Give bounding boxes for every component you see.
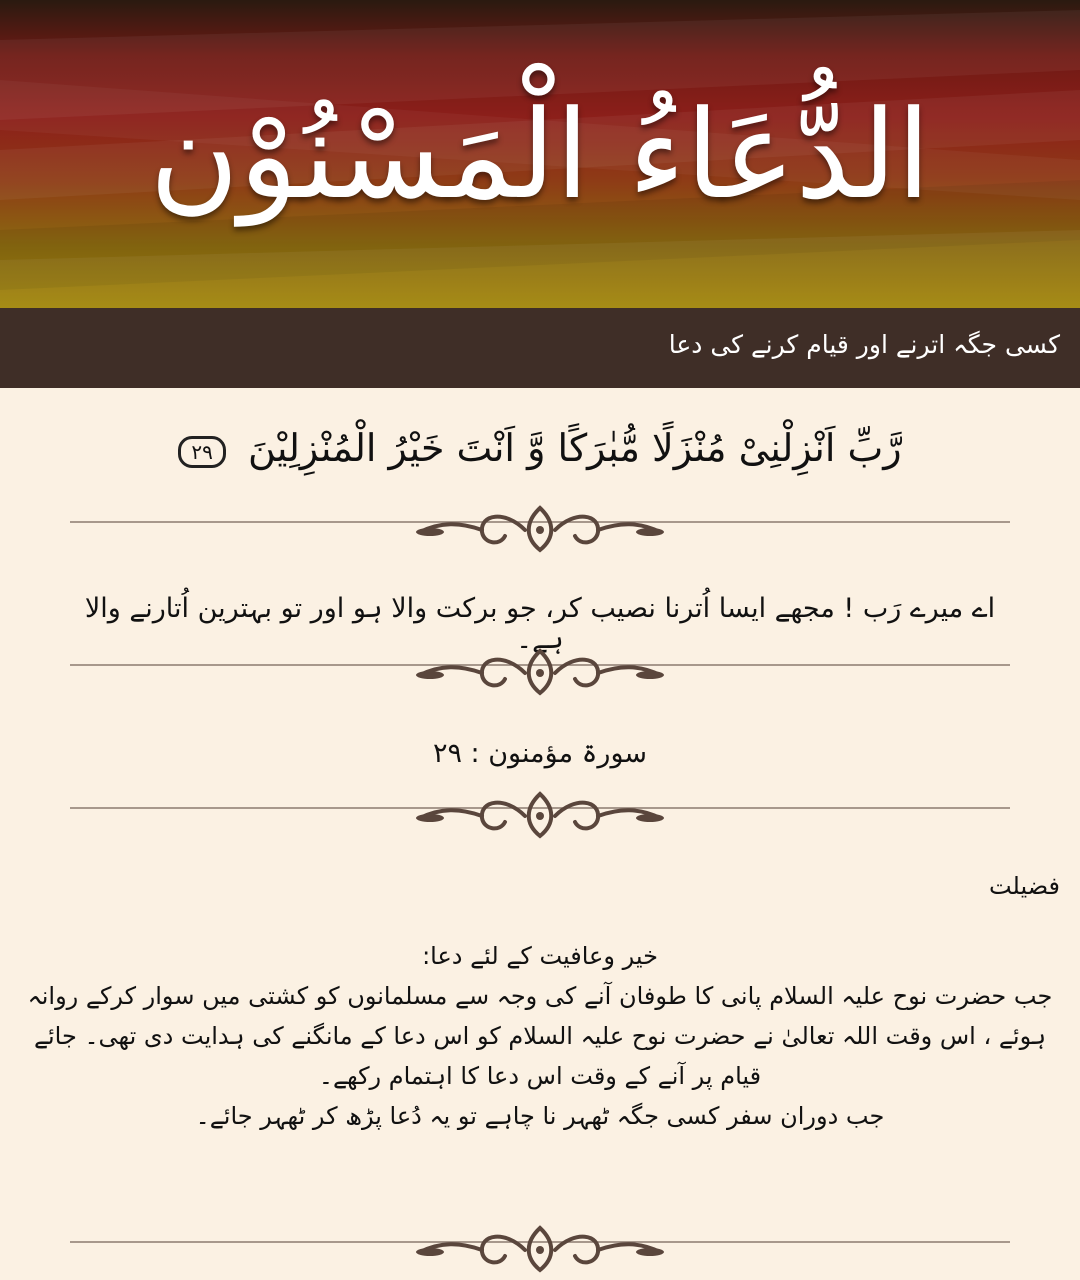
fazilat-paragraph-2: جب دوران سفر کسی جگہ ٹھہر نا چاہے تو یہ دُعا پڑھ کر ٹھہر جائے۔ <box>195 1102 885 1130</box>
fazilat-heading: فضیلت <box>988 872 1060 900</box>
fazilat-subtitle: خیر وعافیت کے لئے دعا: <box>422 942 658 970</box>
dua-translation: اے میرے رَب ! مجھے ایسا اُترنا نصیب کر، جو برکت والا ہو اور تو بہترین اُتارنے والا ہے۔ <box>84 593 996 655</box>
page-header-bar <box>0 308 1080 388</box>
surah-reference: سورۃ مؤمنون : ۲۹ <box>432 738 648 769</box>
ayah-number-marker: ۲۹ <box>178 436 225 468</box>
header-banner <box>0 0 1080 308</box>
content-area <box>0 388 1080 1277</box>
ornament-divider-4 <box>0 1220 1080 1280</box>
page-title: کسی جگہ اترنے اور قیام کرنے کی دعا <box>668 330 1060 359</box>
fazilat-body <box>20 936 1060 1136</box>
ornament-divider-1 <box>0 500 1080 560</box>
app-title-calligraphy: الدُّعَاءُ الْمَسْنُوْن <box>149 84 931 226</box>
dua-arabic-verse <box>60 418 1020 478</box>
ornament-divider-2 <box>0 643 1080 703</box>
dua-arabic-text: رَّبِّ اَنْزِلْنِیْ مُنْزَلًا مُّبٰرَكًا وَّ اَنْتَ خَیْرُ الْمُنْزِلِیْنَ <box>247 426 902 470</box>
ornament-divider-3 <box>0 786 1080 846</box>
fazilat-paragraph-1: جب حضرت نوح علیہ السلام پانی کا طوفان آنے کی وجہ سے مسلمانوں کو کشتی میں سوار کرکے روانہ ہوئے ، اس وقت اللہ تعالیٰ نے حضرت نوح علیہ السلام کو اس دعا کے مانگنے کی ہدایت دی تھی۔ جائے قیام پر آنے کے وقت اس دعا کا اہتمام رکھے۔ <box>27 982 1053 1090</box>
